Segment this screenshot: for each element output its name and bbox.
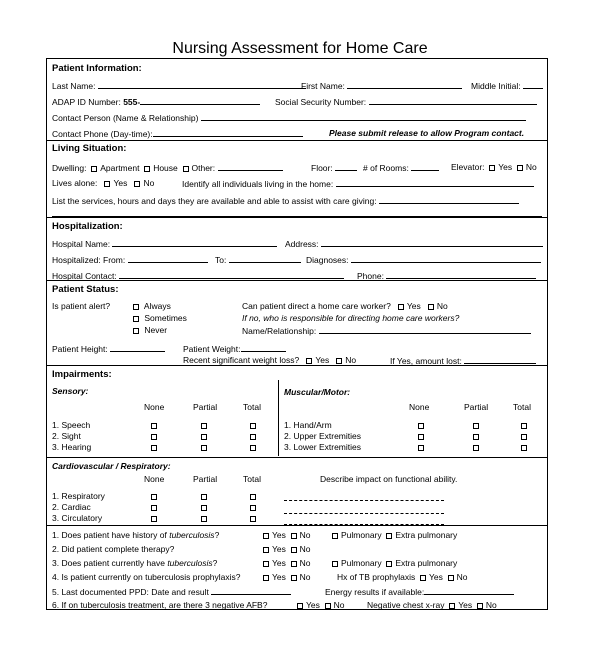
hospital-name-label: Hospital Name:: [52, 239, 111, 249]
elevator-no-checkbox[interactable]: [517, 165, 523, 171]
middle-initial-label: Middle Initial:: [471, 81, 521, 91]
impairments-heading: Impairments:: [52, 369, 112, 380]
q4-no-label: No: [299, 572, 311, 582]
status-section: [47, 280, 547, 368]
q1-yes-label: Yes: [272, 530, 286, 540]
sensory-partial-header: Partial: [193, 402, 218, 412]
if-no-label: If no, who is responsible for directing home care workers?: [242, 313, 460, 323]
hx-no-checkbox[interactable]: [448, 575, 454, 581]
q1-no-checkbox[interactable]: [291, 533, 297, 539]
amount-lost-field[interactable]: [464, 355, 536, 364]
never-label: Never: [144, 325, 168, 335]
circulatory-partial-checkbox[interactable]: [201, 516, 207, 522]
direct-no-checkbox[interactable]: [428, 304, 434, 310]
lives-alone-no-label: No: [143, 178, 155, 188]
hx-tb-label: Hx of TB prophylaxis: [337, 572, 416, 582]
motor-item: 1. Hand/Arm: [284, 420, 332, 430]
xray-no-label: No: [485, 600, 497, 610]
adap-id-label: ADAP ID Number:: [52, 97, 121, 107]
tb-q1-tb: tuberculosis: [169, 530, 215, 540]
motor-none-header: None: [409, 402, 430, 412]
page-title: Nursing Assessment for Home Care: [172, 40, 428, 57]
diagnoses-field[interactable]: [351, 254, 541, 263]
ssn-field[interactable]: [369, 96, 537, 105]
height-field[interactable]: [110, 343, 165, 352]
upper-partial-checkbox[interactable]: [473, 434, 479, 440]
alert-label: Is patient alert?: [52, 301, 111, 311]
contact-person-field[interactable]: [201, 112, 526, 121]
tb-q3-tb: tuberculosis: [167, 558, 213, 568]
elevator-label: Elevator:: [451, 162, 485, 172]
apartment-label: Apartment: [100, 163, 140, 173]
motor-item: 2. Upper Extremities: [284, 431, 361, 441]
last-name-field[interactable]: [98, 80, 306, 89]
q6-yes-checkbox[interactable]: [297, 603, 303, 609]
rooms-label: # of Rooms:: [363, 163, 409, 173]
other-field[interactable]: [218, 162, 283, 171]
describe-label: Describe impact on functional ability.: [320, 474, 458, 484]
motor-total-header: Total: [513, 402, 531, 412]
tb-section: 1. Does patient have history of tuberculosis? 2. Did patient complete therapy? 3. Does patient currently have tuberculosis? 4. Is patient currently on tuberculosis prophylaxis? 5. Last documented PPD: Date and result 6. If on tuberculosis treatment, are there 3 negative AFB? Yes No Yes No Yes No Yes No Yes No Pulmonary Extra pulmonary Pulmonary Extra pulmonary Hx of TB prophylaxis Yes No Energy results if available: Negative chest x-ray Yes No: [47, 525, 547, 612]
tb-q4: 4. Is patient currently on tuberculosis prophylaxis?: [52, 572, 241, 582]
respiratory-total-checkbox[interactable]: [250, 494, 256, 500]
always-label: Always: [143, 301, 171, 311]
sometimes-label: Sometimes: [144, 313, 187, 323]
last-name-label: Last Name:: [52, 81, 96, 91]
weight-loss-no-label: No: [345, 355, 357, 365]
q2-no-checkbox[interactable]: [291, 547, 297, 553]
hearing-total-checkbox[interactable]: [250, 445, 256, 451]
q1-extra-checkbox[interactable]: [386, 533, 392, 539]
cardiac-total-checkbox[interactable]: [250, 505, 256, 511]
q2-yes-checkbox[interactable]: [263, 547, 269, 553]
motor-partial-header: Partial: [464, 402, 489, 412]
hearing-none-checkbox[interactable]: [151, 445, 157, 451]
describe-field-3[interactable]: [284, 516, 444, 525]
weight-loss-yes-label: Yes: [315, 355, 330, 365]
sensory-item: 2. Sight: [52, 431, 81, 441]
middle-initial-field[interactable]: [523, 80, 543, 89]
cardiac-none-checkbox[interactable]: [151, 505, 157, 511]
speech-partial-checkbox[interactable]: [201, 423, 207, 429]
cardio-total-header: Total: [243, 474, 261, 484]
services-field-2[interactable]: [52, 208, 542, 217]
circulatory-none-checkbox[interactable]: [151, 516, 157, 522]
upper-none-checkbox[interactable]: [418, 434, 424, 440]
phone-field[interactable]: [386, 270, 536, 279]
cardio-item: 3. Circulatory: [52, 513, 103, 523]
first-name-label: First Name:: [301, 81, 345, 91]
identify-label: Identify all individuals living in the home:: [182, 179, 334, 189]
other-label: Other:: [191, 163, 216, 173]
tb-q2: 2. Did patient complete therapy?: [52, 544, 175, 554]
impairments-section: [47, 365, 547, 523]
hand-total-checkbox[interactable]: [521, 423, 527, 429]
lives-alone-no-checkbox[interactable]: [134, 181, 140, 187]
living-section: [47, 140, 547, 221]
hearing-partial-checkbox[interactable]: [201, 445, 207, 451]
to-field[interactable]: [229, 254, 301, 263]
contact-phone-field[interactable]: [153, 128, 303, 137]
house-label: House: [153, 163, 178, 173]
q4-yes-checkbox[interactable]: [263, 575, 269, 581]
elevator-no-label: No: [525, 162, 537, 172]
lives-alone-yes-checkbox[interactable]: [104, 181, 110, 187]
identify-field[interactable]: [336, 178, 534, 187]
cardio-partial-header: Partial: [193, 474, 218, 484]
respiratory-none-checkbox[interactable]: [151, 494, 157, 500]
q1-pulmonary-label: Pulmonary: [341, 530, 382, 540]
adap-prefix: 555-: [123, 97, 141, 107]
energy-field[interactable]: [424, 586, 514, 595]
hospitalization-section: [47, 217, 547, 284]
sensory-item: 3. Hearing: [52, 442, 92, 452]
circulatory-total-checkbox[interactable]: [250, 516, 256, 522]
q3-pulmonary-checkbox[interactable]: [332, 561, 338, 567]
always-checkbox[interactable]: [133, 304, 139, 310]
respiratory-partial-checkbox[interactable]: [201, 494, 207, 500]
sight-partial-checkbox[interactable]: [201, 434, 207, 440]
q3-yes-label: Yes: [272, 558, 286, 568]
sight-none-checkbox[interactable]: [151, 434, 157, 440]
cardio-item: 2. Cardiac: [52, 502, 91, 512]
lower-total-checkbox[interactable]: [521, 445, 527, 451]
patient-info-heading: Patient Information:: [52, 63, 142, 74]
muscular-heading: Muscular/Motor:: [284, 387, 351, 397]
assessment-form: [46, 58, 548, 610]
q3-no-label: No: [299, 558, 311, 568]
sometimes-checkbox[interactable]: [133, 316, 139, 322]
q3-no-checkbox[interactable]: [291, 561, 297, 567]
q1-extra-label: Extra pulmonary: [395, 530, 458, 540]
to-label: To:: [215, 255, 227, 265]
direct-yes-label: Yes: [406, 301, 421, 311]
xray-yes-label: Yes: [458, 600, 473, 610]
sensory-item: 1. Speech: [52, 420, 91, 430]
q3-yes-checkbox[interactable]: [263, 561, 269, 567]
floor-field[interactable]: [335, 162, 357, 171]
hospital-name-field[interactable]: [112, 238, 277, 247]
impairments-divider: [278, 380, 279, 456]
tb-q3: 3. Does patient currently have: [52, 558, 165, 568]
lower-none-checkbox[interactable]: [418, 445, 424, 451]
contact-person-label: Contact Person (Name & Relationship): [52, 113, 199, 123]
floor-label: Floor:: [311, 163, 333, 173]
q6-no-label: No: [333, 600, 345, 610]
q3-pulmonary-label: Pulmonary: [341, 558, 382, 568]
hand-none-checkbox[interactable]: [418, 423, 424, 429]
other-checkbox[interactable]: [183, 166, 189, 172]
ssn-label: Social Security Number:: [275, 97, 367, 107]
q6-no-checkbox[interactable]: [325, 603, 331, 609]
phone-label: Phone:: [357, 271, 384, 281]
hospitalization-heading: Hospitalization:: [52, 221, 123, 232]
living-heading: Living Situation:: [52, 143, 127, 154]
weight-loss-yes-checkbox[interactable]: [306, 358, 312, 364]
cardiac-partial-checkbox[interactable]: [201, 505, 207, 511]
status-heading: Patient Status:: [52, 284, 119, 295]
contact-phone-label: Contact Phone (Day-time):: [52, 129, 153, 139]
cardio-heading: Cardiovascular / Respiratory:: [52, 461, 171, 471]
hospital-contact-field[interactable]: [119, 270, 344, 279]
lower-partial-checkbox[interactable]: [473, 445, 479, 451]
services-field[interactable]: [379, 195, 519, 204]
from-field[interactable]: [128, 254, 208, 263]
direct-yes-checkbox[interactable]: [398, 304, 404, 310]
tb-q5: 5. Last documented PPD: Date and result: [52, 587, 209, 597]
hx-yes-label: Yes: [429, 572, 443, 582]
describe-field-2[interactable]: [284, 505, 444, 514]
elevator-yes-checkbox[interactable]: [489, 165, 495, 171]
xray-yes-checkbox[interactable]: [449, 603, 455, 609]
height-label: Patient Height:: [52, 344, 108, 354]
upper-total-checkbox[interactable]: [521, 434, 527, 440]
weight-loss-label: Recent significant weight loss?: [183, 355, 300, 365]
q1-yes-checkbox[interactable]: [263, 533, 269, 539]
name-rel-field[interactable]: [319, 325, 531, 334]
cardio-none-header: None: [144, 474, 165, 484]
hx-yes-checkbox[interactable]: [420, 575, 426, 581]
q3-extra-label: Extra pulmonary: [395, 558, 458, 568]
hospitalized-from-label: Hospitalized: From:: [52, 255, 126, 265]
q2-yes-label: Yes: [272, 544, 286, 554]
q2-no-label: No: [299, 544, 311, 554]
hx-no-label: No: [456, 572, 468, 582]
motor-item: 3. Lower Extremities: [284, 442, 361, 452]
diagnoses-label: Diagnoses:: [306, 255, 349, 265]
address-field[interactable]: [321, 238, 543, 247]
tb-q1: 1. Does patient have history of: [52, 530, 167, 540]
release-note: Please submit release to allow Program contact.: [329, 128, 525, 138]
q3-extra-checkbox[interactable]: [386, 561, 392, 567]
first-name-field[interactable]: [347, 80, 462, 89]
sensory-heading: Sensory:: [52, 386, 89, 396]
q4-no-checkbox[interactable]: [291, 575, 297, 581]
address-label: Address:: [285, 239, 319, 249]
apartment-checkbox[interactable]: [91, 166, 97, 172]
direct-label: Can patient direct a home care worker?: [242, 301, 391, 311]
if-yes-label: If Yes, amount lost:: [390, 356, 462, 366]
house-checkbox[interactable]: [144, 166, 150, 172]
sight-total-checkbox[interactable]: [250, 434, 256, 440]
hospital-contact-label: Hospital Contact:: [52, 271, 117, 281]
never-checkbox[interactable]: [133, 328, 139, 334]
ppd-field[interactable]: [211, 586, 291, 595]
weight-loss-no-checkbox[interactable]: [336, 358, 342, 364]
weight-label: Patient Weight:: [183, 344, 241, 354]
services-label: List the services, hours and days they are available and able to assist with care giving:: [52, 196, 377, 206]
name-rel-label: Name/Relationship:: [242, 326, 317, 336]
q1-pulmonary-checkbox[interactable]: [332, 533, 338, 539]
q1-no-label: No: [299, 530, 311, 540]
cardio-divider: [47, 457, 547, 459]
speech-total-checkbox[interactable]: [250, 423, 256, 429]
cardio-item: 1. Respiratory: [52, 491, 105, 501]
dwelling-label: Dwelling:: [52, 163, 87, 173]
q4-yes-label: Yes: [272, 572, 286, 582]
tb-q6: 6. If on tuberculosis treatment, are there 3 negative AFB?: [52, 600, 268, 610]
speech-none-checkbox[interactable]: [151, 423, 157, 429]
describe-field-1[interactable]: [284, 492, 444, 501]
lives-alone-label: Lives alone:: [52, 178, 98, 188]
sensory-none-header: None: [144, 402, 165, 412]
hand-partial-checkbox[interactable]: [473, 423, 479, 429]
lives-alone-yes-label: Yes: [113, 178, 128, 188]
sensory-total-header: Total: [243, 402, 261, 412]
neg-xray-label: Negative chest x-ray: [367, 600, 445, 610]
direct-no-label: No: [436, 301, 448, 311]
rooms-field[interactable]: [411, 162, 439, 171]
xray-no-checkbox[interactable]: [477, 603, 483, 609]
q6-yes-label: Yes: [306, 600, 320, 610]
energy-label: Energy results if available:: [325, 587, 425, 597]
weight-field[interactable]: [241, 343, 286, 352]
elevator-yes-label: Yes: [498, 162, 513, 172]
adap-id-field[interactable]: [140, 96, 260, 105]
